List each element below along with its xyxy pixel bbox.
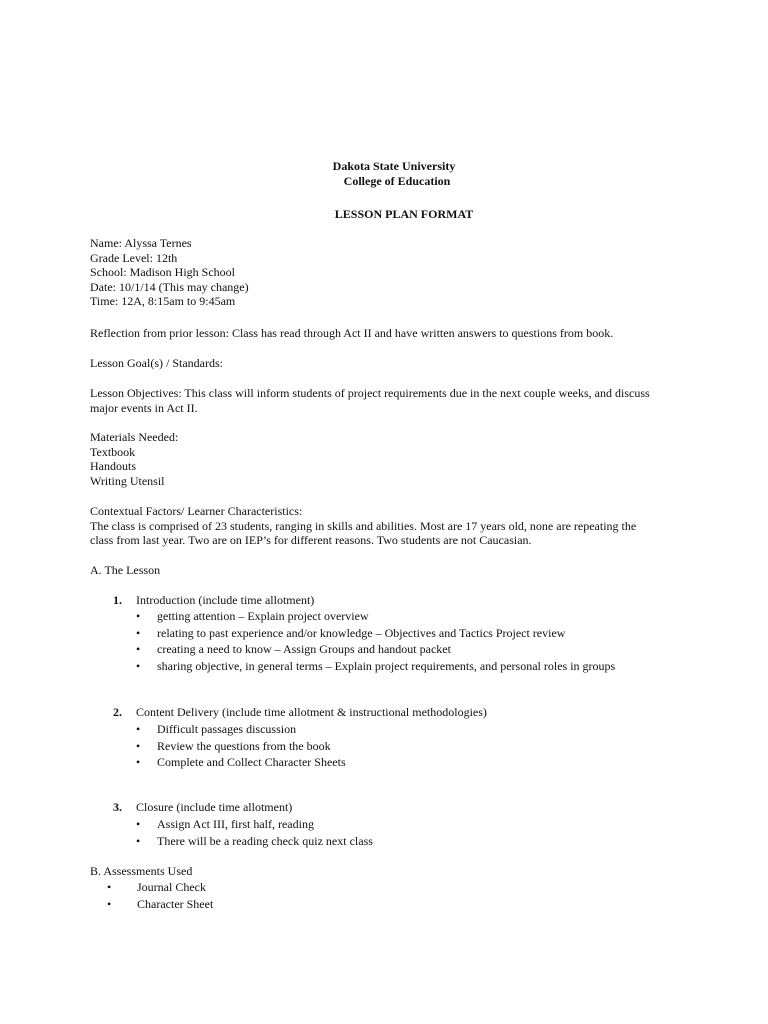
college-name: College of Education xyxy=(343,173,451,188)
bullet-item: • relating to past experience and/or knowledge – Objectives and Tactics Project review xyxy=(136,626,615,641)
lesson-heading-text: A. The Lesson xyxy=(90,563,161,577)
bullet-list xyxy=(136,817,373,848)
section-number: 1. xyxy=(113,593,122,607)
info-school: School: Madison High School xyxy=(90,265,236,280)
lesson-heading xyxy=(90,563,690,578)
materials-heading: Materials Needed: xyxy=(90,430,179,444)
assessments-block xyxy=(90,864,710,911)
section-title: Closure (include time allotment) xyxy=(136,800,293,814)
bullet-list xyxy=(136,609,615,673)
section-number: 2. xyxy=(113,705,122,719)
bullet-list xyxy=(107,880,213,911)
goals-line: Lesson Goal(s) / Standards: xyxy=(90,356,223,370)
info-grade: Grade Level: 12th xyxy=(90,250,178,265)
objectives-line-1: Lesson Objectives: This class will inform students of project requirements due in the next couple weeks, and discuss xyxy=(90,386,650,400)
document-header xyxy=(0,159,768,188)
bullet-list xyxy=(136,722,346,770)
contextual-block xyxy=(90,504,690,548)
bullet-item: • Character Sheet xyxy=(107,897,213,912)
university-name: Dakota State University xyxy=(332,159,456,173)
objectives-line-2: major events in Act II. xyxy=(90,400,198,415)
format-title: LESSON PLAN FORMAT xyxy=(334,207,474,221)
assessments-heading: B. Assessments Used xyxy=(90,864,193,878)
bullet-item: • Journal Check xyxy=(107,880,213,895)
bullet-item: • Difficult passages discussion xyxy=(136,722,346,737)
info-name: Name: Alyssa Ternes xyxy=(90,236,192,250)
contextual-heading: Contextual Factors/ Learner Characteristics: xyxy=(90,504,303,518)
info-block xyxy=(90,236,690,309)
materials-item: Writing Utensil xyxy=(90,473,165,488)
objectives-text xyxy=(90,386,690,415)
bullet-item: • There will be a reading check quiz next class xyxy=(136,834,373,849)
info-date: Date: 10/1/14 (This may change) xyxy=(90,279,249,294)
reflection-line: Reflection from prior lesson: Class has read through Act II and have written answers to questions from book. xyxy=(90,326,614,340)
info-time: Time: 12A, 8:15am to 9:45am xyxy=(90,294,236,309)
reflection-text xyxy=(90,326,690,341)
section-title: Content Delivery (include time allotment & instructional methodologies) xyxy=(136,705,487,719)
bullet-item: • creating a need to know – Assign Groups and handout packet xyxy=(136,642,615,657)
materials-item: Handouts xyxy=(90,459,136,474)
bullet-item: • Review the questions from the book xyxy=(136,739,346,754)
materials-block xyxy=(90,430,690,488)
bullet-item: • Complete and Collect Character Sheets xyxy=(136,755,346,770)
contextual-line-1: The class is comprised of 23 students, ranging in skills and abilities. Most are 17 years old, none are repeating the xyxy=(90,518,637,533)
section-title: Introduction (include time allotment) xyxy=(136,593,315,607)
materials-item: Textbook xyxy=(90,444,136,459)
goals-text xyxy=(90,356,690,371)
bullet-item: • sharing objective, in general terms – Explain project requirements, and personal roles in groups xyxy=(136,659,615,674)
contextual-line-2: class from last year. Two are on IEP’s for different reasons. Two students are not Caucasian. xyxy=(90,533,532,548)
section-number: 3. xyxy=(113,800,122,814)
bullet-item: • Assign Act III, first half, reading xyxy=(136,817,373,832)
bullet-item: • getting attention – Explain project overview xyxy=(136,609,615,624)
